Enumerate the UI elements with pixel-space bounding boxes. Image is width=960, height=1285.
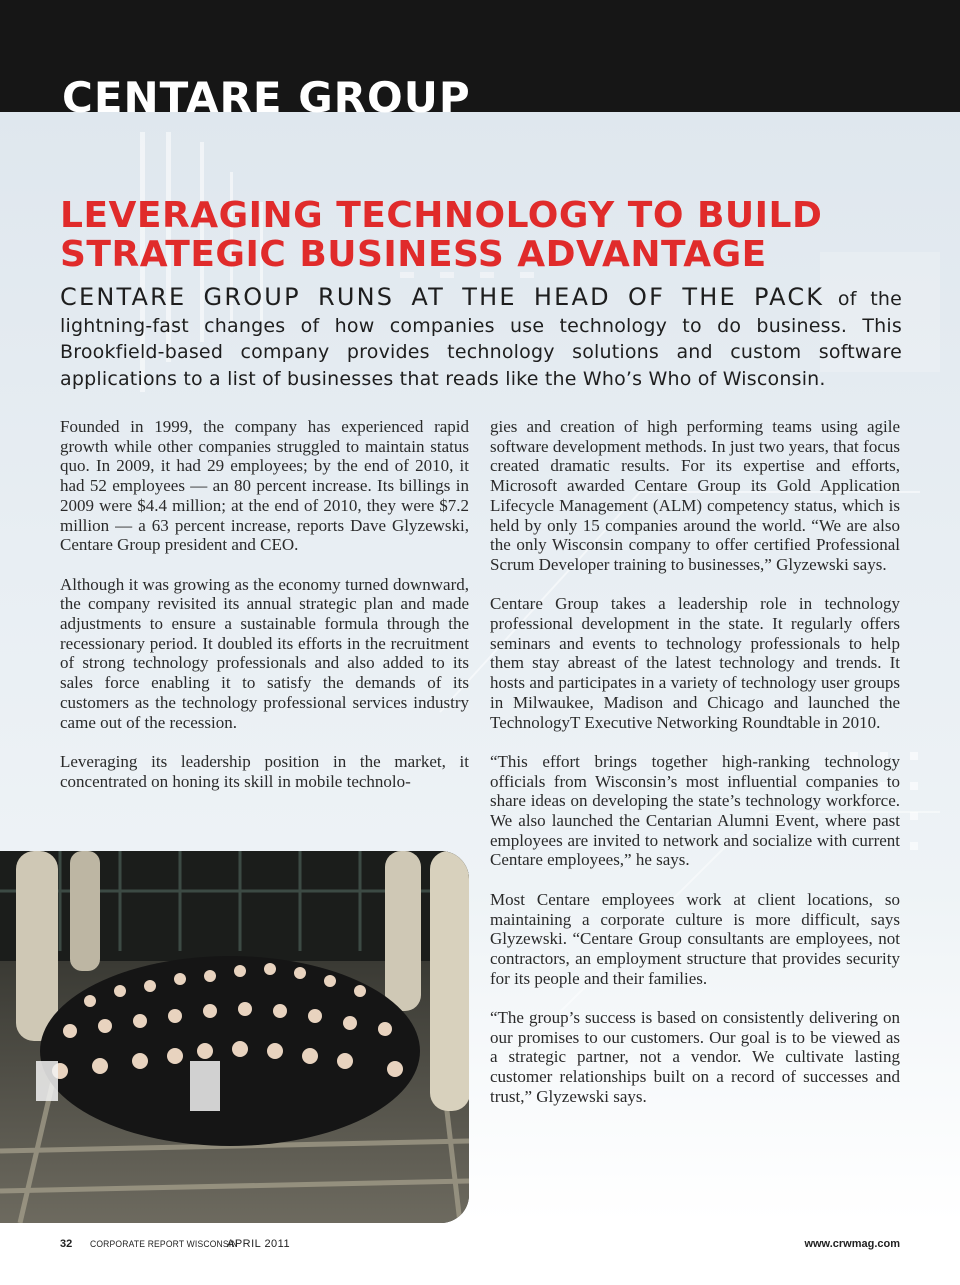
page-number: 32 [60,1238,73,1250]
section-title: CENTARE GROUP [62,73,471,122]
website-url: www.crwmag.com [804,1238,900,1250]
body-paragraph: Founded in 1999, the company has experienced rapid growth while other companies struggled to maintain status quo. In 2009, it had 29 employees; by the end of 2010, it had 52 employees — an 80 percent increase. Its billings in 2009 were $4.4 million; at the end of 2010, they were $7.2 million — a 63 percent increase, reports Dave Glyzewski, Centare Group president and CEO. [60,417,469,555]
page-footer [0,1230,960,1260]
deck-text: of the lightning-fast changes of how companies use technology to do business. This Brookfield-based company provides technology solutions and custom software applications to a list of businesses that reads like the Who’s Who of Wisconsin. [60,288,902,390]
body-paragraph: “The group’s success is based on consistently delivering on our promises to our customers. Our goal is to be viewed as a strategic partner, not a vendor. We cultivate lasting customer relationships built on a record of successes and trust,” Glyzewski says. [490,1008,900,1106]
body-paragraph: “This effort brings together high-ranking technology officials from Wisconsin’s most influential companies to share ideas on developing the state’s technology workforce. We also launched the Centarian Alumni Event, where past employees are invited to network and socialize with current Centare employees,” he says. [490,751,900,870]
article-deck [60,284,902,392]
headline-line-2: STRATEGIC BUSINESS ADVANTAGE [60,234,767,275]
left-column [60,417,469,811]
body-paragraph: Although it was growing as the economy turned downward, the company revisited its annual strategic plan and made adjustments to ensure a sustainable formula through the recessionary period. It doubled its efforts in the recruitment of strong technology professionals and also added to its sales force enabling it to satisfy the demands of its customers as the technology professional services industry came out of the recession. [60,574,469,732]
deck-lead: CENTARE GROUP RUNS AT THE HEAD OF THE PACK [60,283,825,311]
body-paragraph: Most Centare employees work at client locations, so maintaining a corporate culture is more difficult, says Glyzewski. “Centare Group consultants are employees, not contractors, an employment structure that provides security for its people and their families. [490,889,900,988]
body-paragraph: Leveraging its leadership position in the market, it concentrated on honing its skill in mobile technolo- [60,751,469,791]
issue-date: APRIL 2011 [227,1238,291,1250]
body-paragraph: Centare Group takes a leadership role in technology professional development in the state. It regularly offers seminars and events to technology professionals to help them stay abreast of the latest technology and trends. It hosts and participates in a variety of technology user groups in Milwaukee, Madison and Chicago and launched the TechnologyT Executive Networking Roundtable in 2010. [490,594,900,732]
publication-name: CORPORATE REPORT WISCONSIN [90,1239,238,1250]
article-headline [60,196,900,274]
group-photo [0,851,469,1223]
headline-line-1: LEVERAGING TECHNOLOGY TO BUILD [60,195,823,236]
body-paragraph: gies and creation of high performing teams using agile software development methods. In just two years, that focus created dramatic results. For its expertise and efforts, Microsoft awarded Centare Group its Gold Application Lifecycle Management (ALM) competency status, which is held by only 15 companies around the world. “We are also the only Wisconsin company to offer certified Professional Scrum Developer training to businesses,” Glyzewski says. [490,417,900,574]
right-column [490,417,900,1126]
